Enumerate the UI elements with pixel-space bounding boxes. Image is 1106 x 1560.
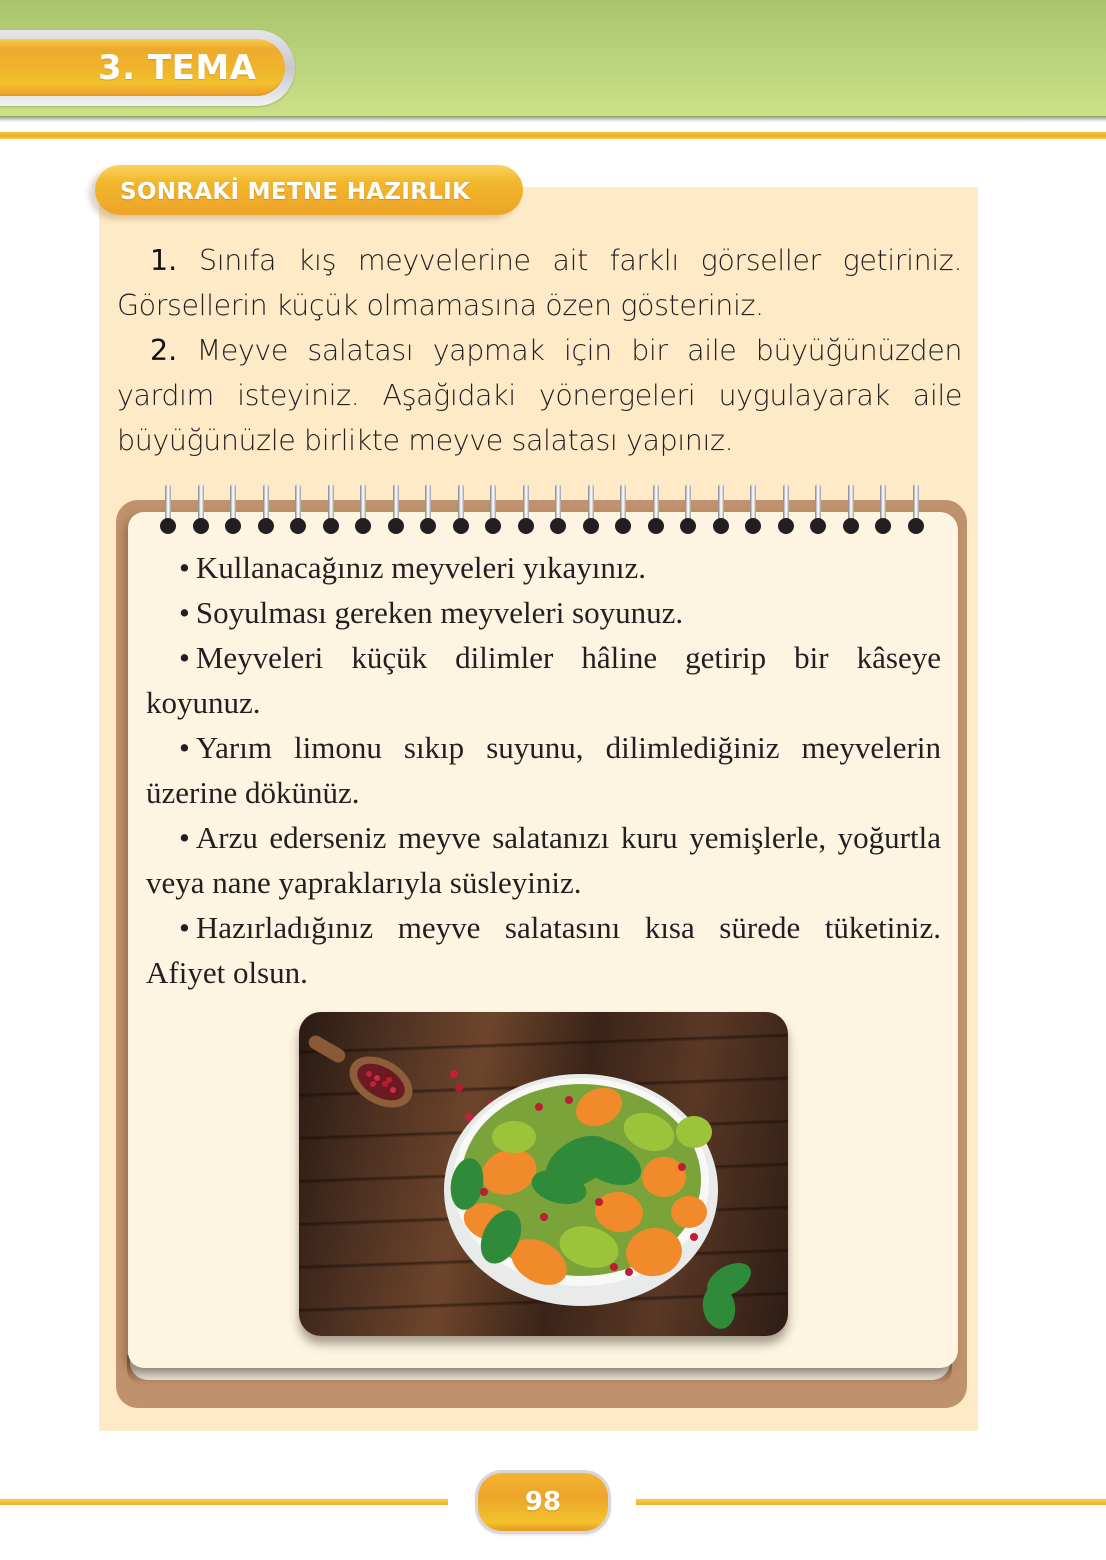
recipe-step-text: Meyveleri küçük dilimler hâline getirip bir kâseye koyunuz. bbox=[146, 640, 941, 720]
bullet-icon: • bbox=[179, 730, 190, 765]
instruction-number: 2. bbox=[150, 334, 178, 367]
spiral-ring-icon bbox=[745, 484, 761, 534]
recipe-steps bbox=[146, 545, 941, 995]
footer-line-right bbox=[636, 1499, 1106, 1505]
recipe-step-text: Soyulması gereken meyveleri soyunuz. bbox=[195, 595, 684, 630]
spiral-ring-icon bbox=[485, 484, 501, 534]
bullet-icon: • bbox=[179, 910, 190, 945]
instruction-item bbox=[117, 238, 962, 328]
recipe-step bbox=[146, 545, 941, 590]
fruit-salad-illustration bbox=[299, 1012, 788, 1336]
theme-label: 3. TEMA bbox=[98, 48, 257, 88]
spiral-ring-icon bbox=[778, 484, 794, 534]
spiral-ring-icon bbox=[355, 484, 371, 534]
recipe-step bbox=[146, 635, 941, 725]
spiral-ring-icon bbox=[453, 484, 469, 534]
page-number: 98 bbox=[524, 1487, 562, 1517]
section-title: SONRAKİ METNE HAZIRLIK bbox=[120, 179, 471, 205]
fruit-salad-photo bbox=[299, 1012, 788, 1336]
bullet-icon: • bbox=[179, 820, 190, 855]
recipe-step bbox=[146, 905, 941, 995]
instruction-number: 1. bbox=[150, 244, 178, 277]
bullet-icon: • bbox=[179, 550, 190, 585]
spiral-ring-icon bbox=[583, 484, 599, 534]
instruction-text: Sınıfa kış meyvelerine ait farklı görseller getiriniz. Görsellerin küçük olmamasına özen gösteriniz. bbox=[117, 244, 962, 322]
spiral-ring-icon bbox=[518, 484, 534, 534]
spiral-ring-icon bbox=[193, 484, 209, 534]
spiral-ring-icon bbox=[225, 484, 241, 534]
spiral-ring-icon bbox=[843, 484, 859, 534]
instruction-text: Meyve salatası yapmak için bir aile büyüğünüzden yardım isteyiniz. Aşağıdaki yönergeleri uygulayarak aile büyüğünüzle birlikte meyve salatası yapınız. bbox=[117, 334, 962, 457]
recipe-step-text: Hazırladığınız meyve salatasını kısa sürede tüketiniz. Afiyet olsun. bbox=[146, 910, 941, 990]
spiral-ring-icon bbox=[258, 484, 274, 534]
spiral-ring-icon bbox=[160, 484, 176, 534]
instructions-list bbox=[117, 238, 962, 463]
bullet-icon: • bbox=[179, 595, 190, 630]
header-divider-line bbox=[0, 132, 1106, 139]
spiral-ring-icon bbox=[420, 484, 436, 534]
instruction-item bbox=[117, 328, 962, 463]
recipe-step-text: Yarım limonu sıkıp suyunu, dilimlediğiniz meyvelerin üzerine dökünüz. bbox=[146, 730, 941, 810]
header-band-shadow bbox=[0, 116, 1106, 122]
spiral-ring-icon bbox=[810, 484, 826, 534]
recipe-step bbox=[146, 590, 941, 635]
spiral-ring-icon bbox=[388, 484, 404, 534]
recipe-step bbox=[146, 815, 941, 905]
spiral-ring-icon bbox=[713, 484, 729, 534]
recipe-step bbox=[146, 725, 941, 815]
spiral-ring-icon bbox=[323, 484, 339, 534]
spiral-ring-icon bbox=[615, 484, 631, 534]
spiral-ring-icon bbox=[680, 484, 696, 534]
spiral-ring-icon bbox=[648, 484, 664, 534]
bullet-icon: • bbox=[179, 640, 190, 675]
recipe-step-text: Kullanacağınız meyveleri yıkayınız. bbox=[195, 550, 647, 585]
spiral-ring-icon bbox=[875, 484, 891, 534]
spiral-ring-icon bbox=[290, 484, 306, 534]
recipe-step-text: Arzu ederseniz meyve salatanızı kuru yemişlerle, yoğurtla veya nane yapraklarıyla süsleyiniz. bbox=[146, 820, 941, 900]
footer-line-left bbox=[0, 1499, 448, 1505]
spiral-ring-icon bbox=[550, 484, 566, 534]
spiral-ring-icon bbox=[908, 484, 924, 534]
wooden-scoop-icon bbox=[306, 1033, 421, 1118]
